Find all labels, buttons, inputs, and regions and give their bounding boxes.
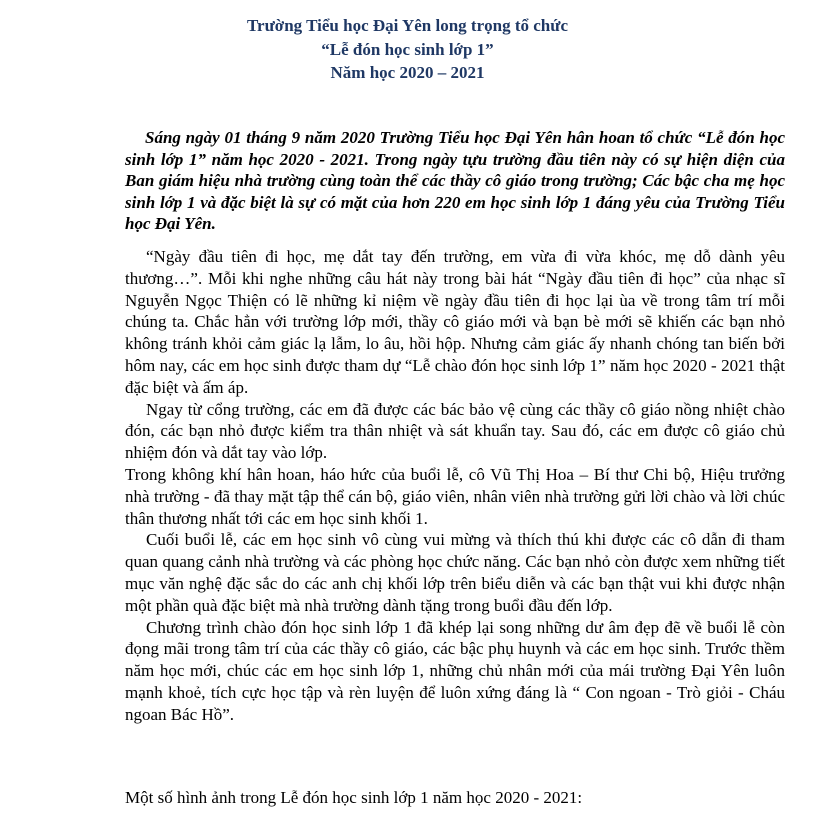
paragraph-3: Trong không khí hân hoan, háo hức của buổi lễ, cô Vũ Thị Hoa – Bí thư Chi bộ, Hiệu trưởng nhà trường - đã thay mặt tập thể cán bộ, giáo viên, nhân viên nhà trường gửi lời chào và lời chúc thân thương nhất tới các em học sinh khối 1.	[125, 464, 785, 528]
title-line-2: “Lễ đón học sinh lớp 1”	[321, 39, 494, 59]
photo-caption: Một số hình ảnh trong Lễ đón học sinh lớp 1 năm học 2020 - 2021:	[125, 788, 583, 807]
article-title	[0, 14, 815, 85]
paragraph-4: Cuối buổi lễ, các em học sinh vô cùng vui mừng và thích thú khi được các cô dẫn đi tham quan quang cảnh nhà trường và các phòng học chức năng. Các bạn nhỏ còn được xem những tiết mục văn nghệ đặc sắc do các anh chị khối lớp trên biểu diễn và các bạn thật vui khi được nhận một phần quà đặc biệt mà nhà trường dành tặng trong buổi đầu đến lớp.	[125, 530, 785, 615]
paragraph-1: “Ngày đầu tiên đi học, mẹ dắt tay đến trường, em vừa đi vừa khóc, mẹ dỗ dành yêu thương…”. Mỗi khi nghe những câu hát này trong bài hát “Ngày đầu tiên đi học” của nhạc sĩ Nguyễn Ngọc Thiện có lẽ những kỉ niệm về ngày đầu tiên đi học lại ùa về trong tâm trí mỗi chúng ta. Chắc hẳn với trường lớp mới, thầy cô giáo mới và bạn bè mới sẽ khiến các bạn nhỏ không tránh khỏi cảm giác lạ lẫm, lo âu, hồi hộp. Nhưng cảm giác ấy nhanh chóng tan biến bởi hôm nay, các em học sinh được tham dự “Lễ chào đón học sinh lớp 1” năm học 2020 - 2021 thật đặc biệt và ấm áp.	[125, 247, 785, 397]
intro-paragraph: Sáng ngày 01 tháng 9 năm 2020 Trường Tiểu học Đại Yên hân hoan tổ chức “Lễ đón học sinh lớp 1” năm học 2020 - 2021. Trong ngày tựu trường đầu tiên này có sự hiện diện của Ban giám hiệu nhà trường cùng toàn thể các thầy cô giáo trong trường; Các bậc cha mẹ học sinh lớp 1 và đặc biệt là sự có mặt của hơn 220 em học sinh lớp 1 đáng yêu của Trường Tiểu học Đại Yên.	[125, 128, 785, 233]
article-body	[125, 246, 785, 726]
paragraph-5: Chương trình chào đón học sinh lớp 1 đã khép lại song những dư âm đẹp đẽ về buổi lễ còn đọng mãi trong tâm trí của các thầy cô giáo, các bậc phụ huynh và các em học sinh. Trước thềm năm học mới, chúc các em học sinh lớp 1, những chủ nhân mới của mái trường Đại Yên luôn mạnh khoẻ, tích cực học tập và rèn luyện để luôn xứng đáng là “ Con ngoan - Trò giỏi - Cháu ngoan Bác Hồ”.	[125, 617, 785, 724]
paragraph-2: Ngay từ cổng trường, các em đã được các bác bảo vệ cùng các thầy cô giáo nồng nhiệt chào đón, các bạn nhỏ được kiểm tra thân nhiệt và sát khuẩn tay. Sau đó, các em được cô giáo chủ nhiệm đón và dắt tay vào lớp.	[125, 399, 785, 463]
title-line-1: Trường Tiểu học Đại Yên long trọng tổ chức	[246, 16, 569, 35]
title-line-3: Năm học 2020 – 2021	[330, 63, 485, 82]
